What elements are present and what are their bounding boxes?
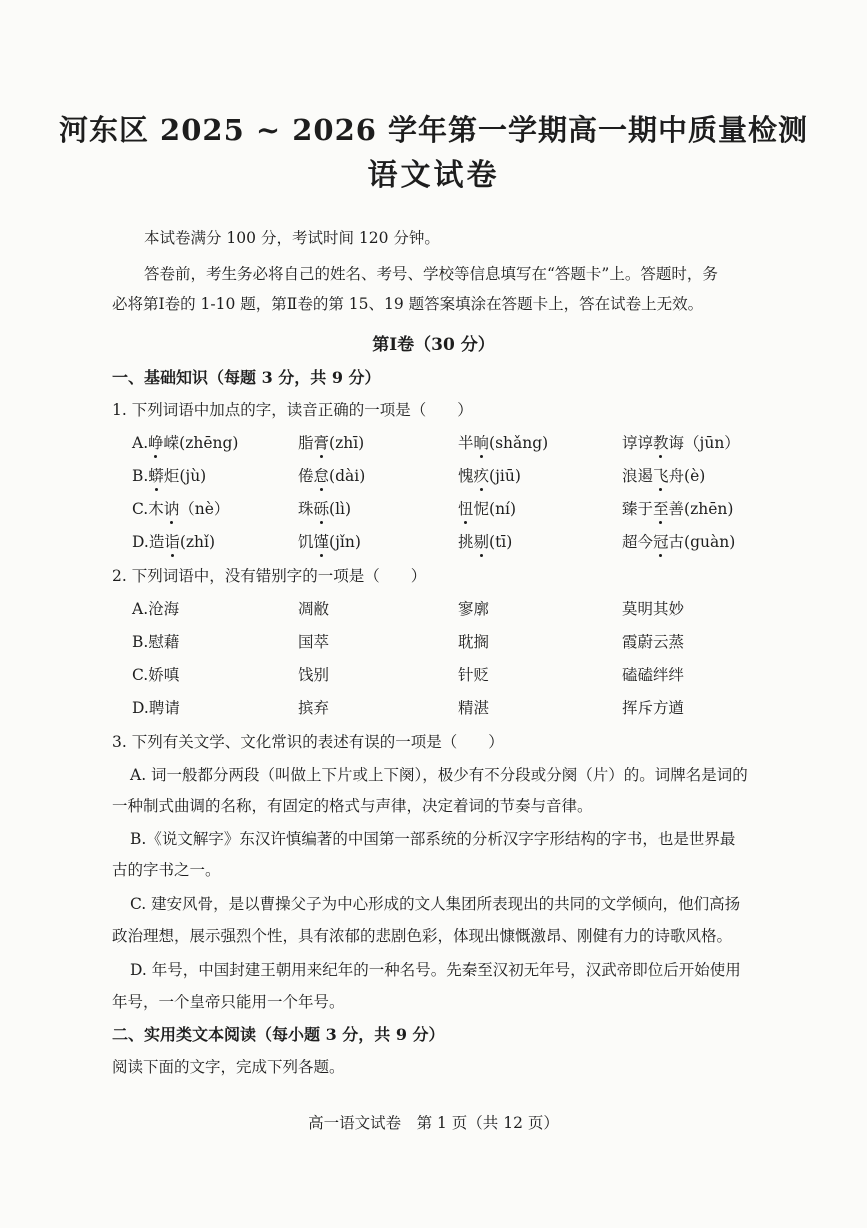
option-label: B. <box>132 467 149 485</box>
dotted-character: 诣 <box>164 533 180 551</box>
dotted-character: 剔 <box>473 533 490 551</box>
option-row <box>0 630 867 652</box>
dotted-character: 飞 <box>653 467 669 485</box>
option-item <box>622 497 733 519</box>
option-row <box>0 530 867 552</box>
option-item <box>458 630 489 652</box>
option-row <box>0 464 867 486</box>
word-part: 倦 <box>298 467 314 485</box>
q3-option-text: C. 建安风骨，是以曹操父子为中心形成的文人集团所表现出的共同的文学倾向，他们高扬 <box>130 895 741 913</box>
option-item <box>622 663 684 685</box>
option-item <box>622 464 705 486</box>
word: 莫明其妙 <box>622 600 685 618</box>
word-part: (dài) <box>329 467 366 485</box>
word-part: （nè） <box>179 500 230 518</box>
word: 慰藉 <box>148 633 180 651</box>
section2-intro: 阅读下面的文字，完成下列各题。 <box>112 1058 345 1076</box>
word: 耽搁 <box>458 633 490 651</box>
word-part: 挑 <box>458 533 474 551</box>
instruction-line: 必将第Ⅰ卷的 1-10 题，第Ⅱ卷的第 15、19 题答案填涂在答题卡上，答在试卷上无效。 <box>112 295 704 313</box>
q3-stem: 3. 下列有关文学、文化常识的表述有误的一项是（ ） <box>112 733 504 751</box>
dotted-character: 冠 <box>653 533 669 551</box>
word-part: 谆谆 <box>622 434 654 452</box>
word-part: (lì) <box>329 500 352 518</box>
dotted-character: 膏 <box>313 434 330 452</box>
q3-option-text: A. 词一般都分两段（叫做上下片或上下阕），极少有不分段或分阕（片）的。词牌名是词的 <box>130 766 748 784</box>
dotted-character: 怠 <box>313 467 330 485</box>
word-part: 饥 <box>298 533 314 551</box>
q3-option-text: 古的字书之一。 <box>112 861 221 879</box>
q3-option-text: 政治理想，展示强烈个性，具有浓郁的悲剧色彩，体现出慷慨激昂、刚健有力的诗歌风格。 <box>112 927 733 945</box>
word-part: 愧 <box>458 467 474 485</box>
option-label: A. <box>132 434 149 452</box>
option-item <box>458 530 512 552</box>
word-part: (jiū) <box>489 467 521 485</box>
option-item <box>622 630 684 652</box>
part1-heading: 第Ⅰ卷（30 分） <box>372 335 495 355</box>
option-item <box>298 696 329 718</box>
option-item <box>132 431 238 453</box>
option-item <box>132 696 180 718</box>
word: 娇嗔 <box>148 666 180 684</box>
dotted-character: 蟒 <box>148 467 164 485</box>
option-item <box>298 431 364 453</box>
word-part: 舟(è) <box>668 467 706 485</box>
option-item <box>458 663 489 685</box>
dotted-character: 教 <box>653 434 669 452</box>
dotted-character: 至 <box>653 500 669 518</box>
word: 国萃 <box>298 633 330 651</box>
section2-heading: 二、实用类文本阅读（每小题 3 分，共 9 分） <box>112 1025 445 1044</box>
word-part: 木 <box>148 500 164 518</box>
word-part: 半 <box>458 434 474 452</box>
word: 寥廓 <box>458 600 490 618</box>
word-part: 珠 <box>298 500 314 518</box>
option-item <box>458 597 489 619</box>
word: 挥斥方遒 <box>622 699 685 717</box>
word-part: 浪遏 <box>622 467 654 485</box>
word-part: 善(zhēn) <box>668 500 734 518</box>
q1-stem: 1. 下列词语中加点的字，读音正确的一项是（ ） <box>112 401 473 419</box>
word: 沧海 <box>148 600 180 618</box>
option-row <box>0 597 867 619</box>
option-item <box>622 530 735 552</box>
word: 磕磕绊绊 <box>622 666 685 684</box>
word-part: 古(guàn) <box>668 533 736 551</box>
word: 精湛 <box>458 699 490 717</box>
word: 饯别 <box>298 666 330 684</box>
word-part: (zhǐ) <box>179 533 216 551</box>
exam-title: 河东区 2025 ~ 2026 学年第一学期高一期中质量检测 <box>58 113 809 147</box>
dotted-character: 砾 <box>313 500 330 518</box>
option-item <box>622 597 684 619</box>
instruction-line: 答卷前，考生务必将自己的姓名、考号、学校等信息填写在“答题卡”上。答题时，务 <box>144 265 718 283</box>
q3-option-text: D. 年号，中国封建王朝用来纪年的一种名号。先秦至汉初无年号，汉武帝即位后开始使用 <box>130 961 741 979</box>
q3-option-text: 年号，一个皇帝只能用一个年号。 <box>112 993 345 1011</box>
option-item <box>298 464 365 486</box>
word-part: 诲（jūn） <box>668 434 740 452</box>
dotted-character: 疚 <box>473 467 490 485</box>
q3-option-text: 一种制式曲调的名称，有固定的格式与声律，决定着词的节奏与音律。 <box>112 797 593 815</box>
dotted-character: 馑 <box>313 533 330 551</box>
dotted-character: 讷 <box>163 500 180 518</box>
option-label: C. <box>132 500 149 518</box>
option-row <box>0 431 867 453</box>
word: 摈弃 <box>298 699 330 717</box>
word: 凋敝 <box>298 600 330 618</box>
option-row <box>0 497 867 519</box>
option-item <box>458 497 516 519</box>
option-item <box>458 464 521 486</box>
word-part: 怩(ní) <box>473 500 517 518</box>
word-part: 脂 <box>298 434 314 452</box>
word-part: (tī) <box>489 533 513 551</box>
option-label: A. <box>132 600 149 618</box>
word-part: (zhī) <box>329 434 365 452</box>
dotted-character: 忸 <box>458 500 474 518</box>
option-item <box>622 696 684 718</box>
option-label: B. <box>132 633 149 651</box>
word: 霞蔚云蒸 <box>622 633 685 651</box>
option-item <box>298 497 351 519</box>
option-item <box>622 431 740 453</box>
option-label: D. <box>132 533 149 551</box>
option-item <box>458 696 489 718</box>
option-item <box>132 597 179 619</box>
word-part: (shǎng) <box>489 434 549 452</box>
q3-option-text: B.《说文解字》东汉许慎编著的中国第一部系统的分析汉字字形结构的字书，也是世界最 <box>130 830 736 848</box>
option-item <box>132 464 206 486</box>
word-part: 超今 <box>622 533 654 551</box>
option-item <box>298 630 329 652</box>
word-part: 嵘(zhēng) <box>163 434 239 452</box>
dotted-character: 峥 <box>148 434 164 452</box>
page-footer: 高一语文试卷 第 1 页（共 12 页） <box>308 1114 559 1132</box>
option-row <box>0 663 867 685</box>
word-part: (jǐn) <box>329 533 361 551</box>
option-item <box>298 663 329 685</box>
option-item <box>132 530 215 552</box>
option-label: C. <box>132 666 149 684</box>
option-row <box>0 696 867 718</box>
exam-subtitle: 语文试卷 <box>367 158 500 193</box>
word-part: 炬(jù) <box>163 467 207 485</box>
word-part: 臻于 <box>622 500 654 518</box>
section1-heading: 一、基础知识（每题 3 分，共 9 分） <box>112 368 381 387</box>
word: 针贬 <box>458 666 490 684</box>
option-item <box>132 497 229 519</box>
option-item <box>298 597 329 619</box>
option-item <box>132 663 179 685</box>
q2-stem: 2. 下列词语中，没有错别字的一项是（ ） <box>112 567 427 585</box>
option-label: D. <box>132 699 149 717</box>
word: 聘请 <box>148 699 180 717</box>
word-part: 造 <box>148 533 165 551</box>
option-item <box>458 431 548 453</box>
dotted-character: 晌 <box>473 434 490 452</box>
option-item <box>298 530 361 552</box>
instruction-line: 本试卷满分 100 分，考试时间 120 分钟。 <box>144 229 440 247</box>
option-item <box>132 630 179 652</box>
